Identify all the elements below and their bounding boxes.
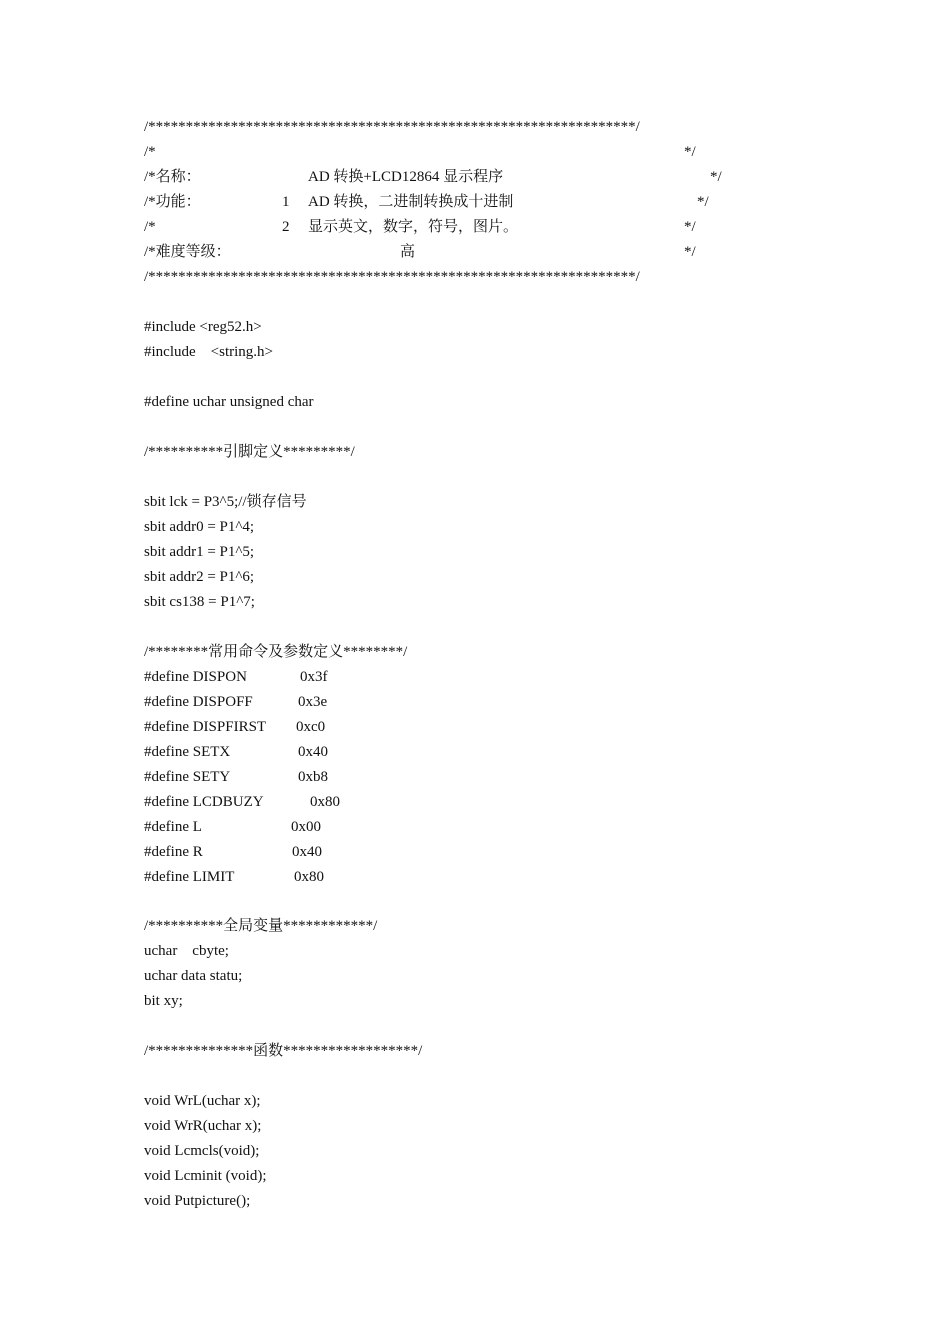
define-value: 0x3e [298, 694, 328, 710]
define-name: #define DISPON [144, 669, 247, 685]
define-line [144, 690, 328, 715]
define-uchar-line: #define uchar unsigned char [144, 394, 314, 410]
pin-definition-comment: /**********引脚定义*********/ [144, 444, 355, 460]
global-variable-line: bit xy; [144, 993, 183, 1009]
func-number-2: 2 [282, 219, 290, 235]
sbit-line: sbit addr0 = P1^4; [144, 519, 255, 535]
name-label: /*名称： [144, 169, 201, 185]
prototype-line: void Putpicture(); [144, 1193, 251, 1209]
include-line: #include <reg52.h> [144, 319, 262, 335]
define-line [144, 865, 324, 890]
comment-open: /* [144, 219, 156, 235]
prototype-line: void WrL(uchar x); [144, 1093, 261, 1109]
define-line [144, 740, 328, 765]
sbit-line: sbit lck = P3^5;//锁存信号 [144, 494, 307, 510]
define-value: 0x00 [291, 819, 321, 835]
define-value: 0x40 [292, 844, 322, 860]
define-name: #define SETX [144, 744, 231, 760]
sbit-line: sbit addr1 = P1^5; [144, 544, 255, 560]
define-name: #define DISPFIRST [144, 719, 267, 735]
define-value: 0x40 [298, 744, 328, 760]
comment-close: */ [684, 144, 696, 160]
header-border-bottom: /*****************************************************************/ [144, 269, 640, 285]
func-value-2: 显示英文，数字，符号，图片。 [308, 219, 519, 235]
func-value-1: AD 转换，二进制转换成十进制 [308, 194, 514, 210]
func-number-1: 1 [282, 194, 290, 210]
define-line [144, 765, 328, 790]
define-value: 0xb8 [298, 769, 328, 785]
global-variables-comment: /**********全局变量************/ [144, 918, 378, 934]
define-name: #define SETY [144, 769, 231, 785]
define-line [144, 790, 340, 815]
define-name: #define R [144, 844, 203, 860]
global-variable-line: uchar data statu; [144, 968, 243, 984]
prototype-line: void Lcmcls(void); [144, 1143, 260, 1159]
header-name-line [144, 165, 722, 190]
comment-open: /* [144, 144, 156, 160]
prototype-line: void WrR(uchar x); [144, 1118, 262, 1134]
command-definition-comment: /********常用命令及参数定义********/ [144, 644, 408, 660]
prototype-line: void Lcminit (void); [144, 1168, 267, 1184]
define-name: #define L [144, 819, 202, 835]
comment-close: */ [684, 219, 696, 235]
define-value: 0x80 [294, 869, 324, 885]
define-line [144, 815, 321, 840]
functions-comment: /**************函数******************/ [144, 1043, 423, 1059]
header-func-line-2 [144, 215, 696, 240]
global-variable-line: uchar cbyte; [144, 943, 229, 959]
comment-close: */ [710, 169, 722, 185]
difficulty-value: 高 [400, 244, 416, 260]
header-border-top: /*****************************************************************/ [144, 119, 640, 135]
define-value: 0xc0 [296, 719, 326, 735]
define-line [144, 665, 328, 690]
define-line [144, 715, 326, 740]
sbit-line: sbit cs138 = P1^7; [144, 594, 255, 610]
header-func-line-1 [144, 190, 709, 215]
name-value: AD 转换+LCD12864 显示程序 [308, 169, 504, 185]
define-value: 0x80 [310, 794, 340, 810]
include-line: #include <string.h> [144, 344, 273, 360]
define-line [144, 840, 322, 865]
define-name: #define DISPOFF [144, 694, 253, 710]
define-name: #define LIMIT [144, 869, 235, 885]
header-blank-line [144, 140, 696, 165]
comment-close: */ [697, 194, 709, 210]
comment-close: */ [684, 244, 696, 260]
define-value: 0x3f [300, 669, 328, 685]
difficulty-label: /*难度等级： [144, 244, 231, 260]
func-label: /*功能： [144, 194, 201, 210]
sbit-line: sbit addr2 = P1^6; [144, 569, 255, 585]
header-difficulty-line [144, 240, 696, 265]
define-name: #define LCDBUZY [144, 794, 264, 810]
